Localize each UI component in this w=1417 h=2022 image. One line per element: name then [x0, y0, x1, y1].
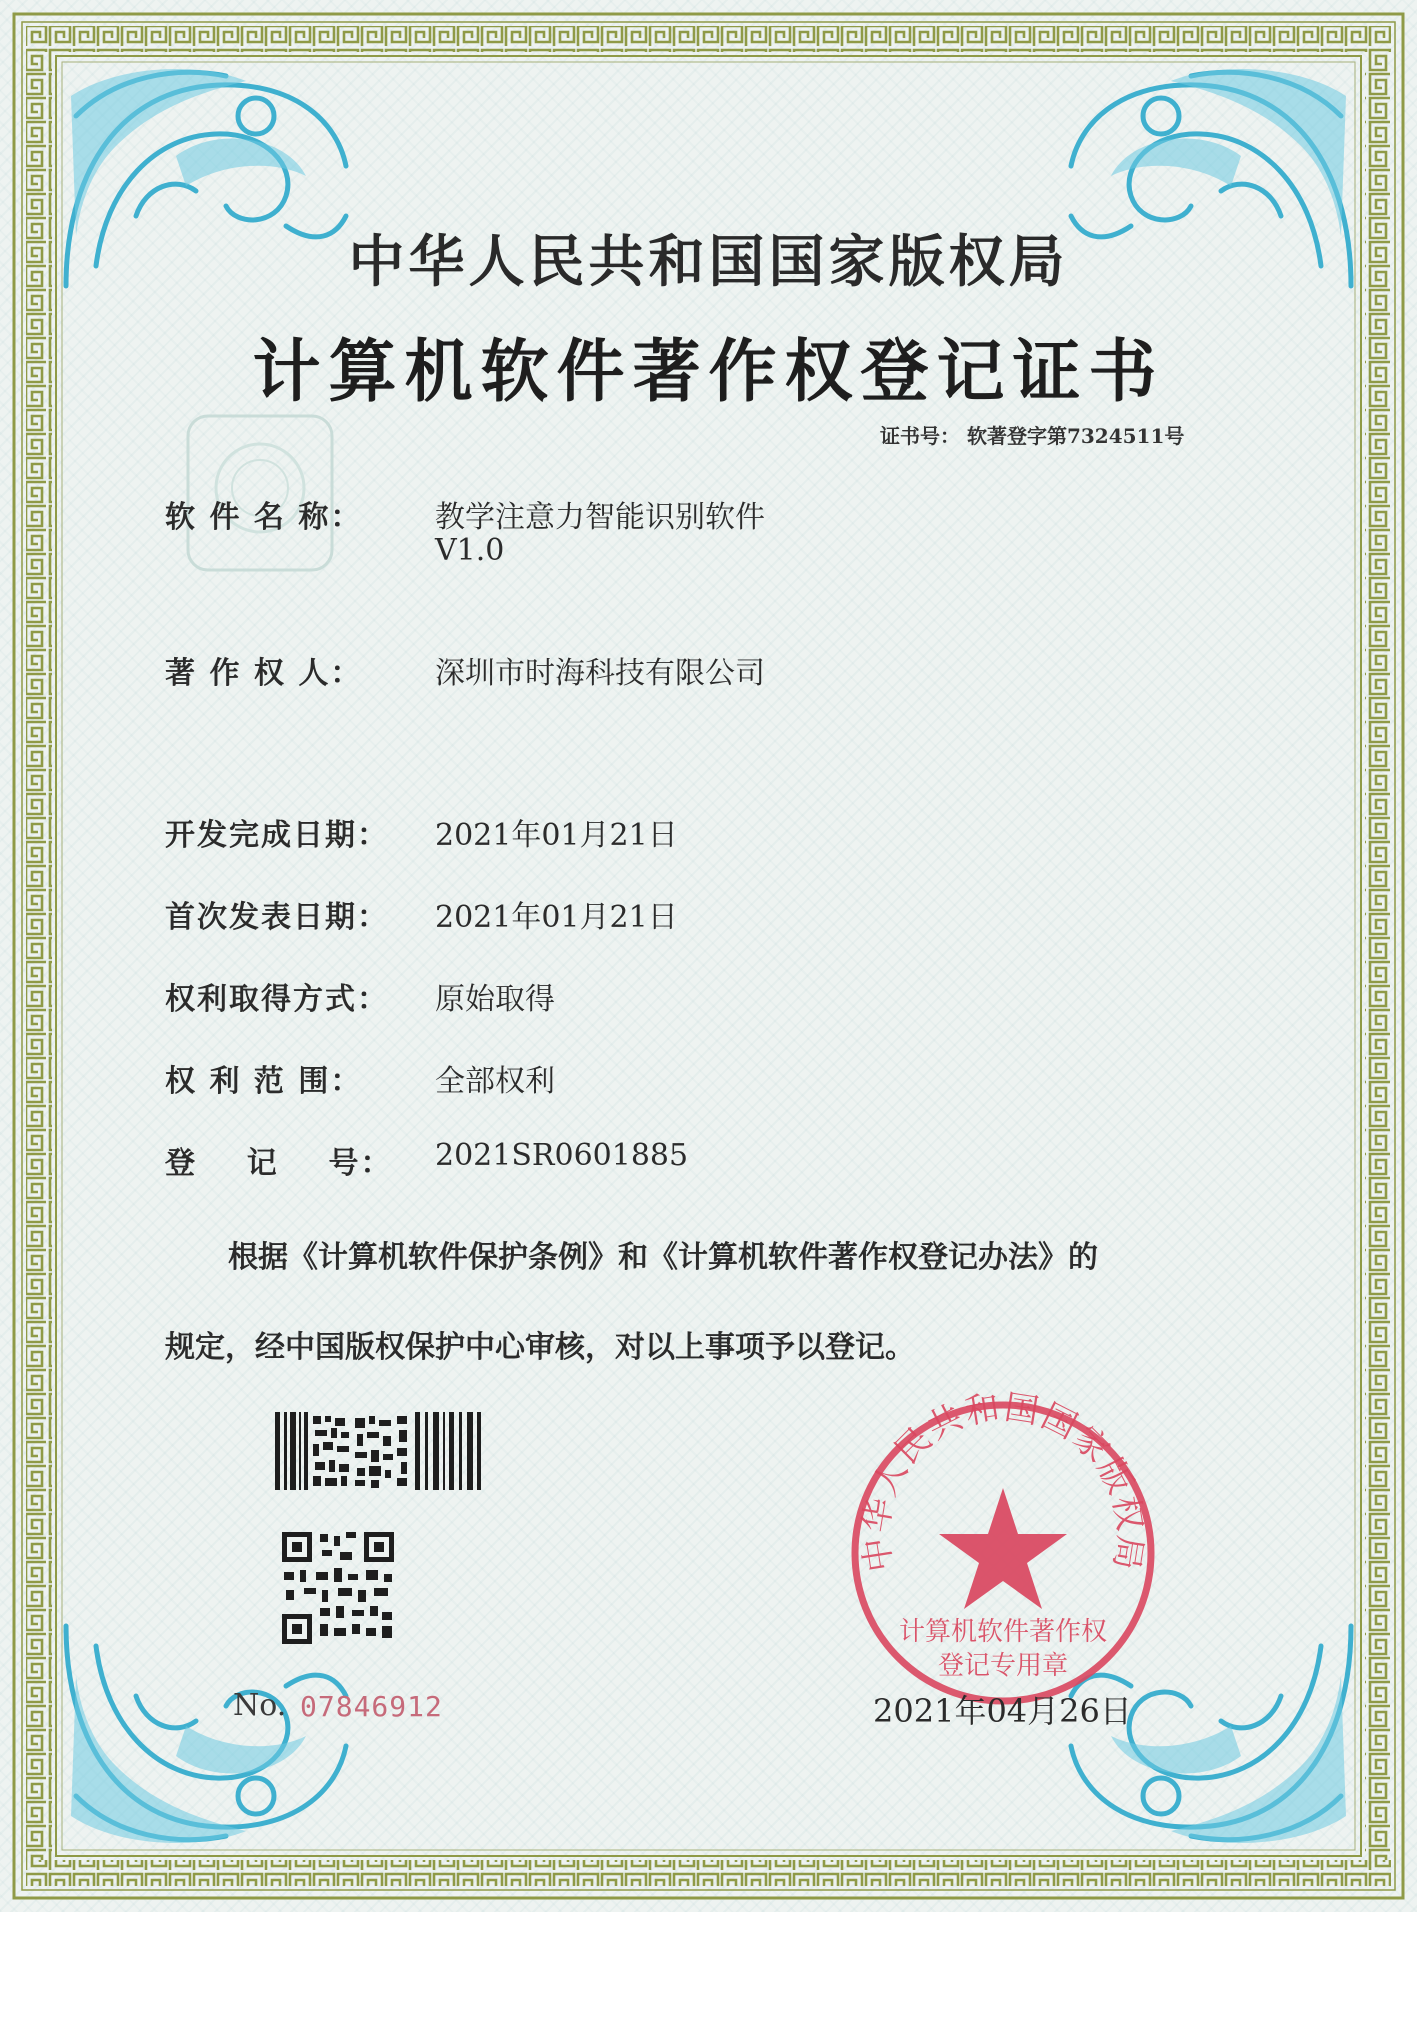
serial-label: No. — [233, 1688, 287, 1723]
field-label-registration-number: 登 记 号： — [165, 1146, 393, 1181]
issuing-authority: 中华人民共和国国家版权局 — [348, 229, 1069, 295]
field-label-acquisition-method: 权利取得方式： — [165, 982, 389, 1017]
corner-ornament-bottom-left — [56, 1616, 356, 1856]
field-label-completion-date: 开发完成日期： — [165, 818, 389, 853]
seal-inner-text-1: 计算机软件著作权 — [898, 1617, 1108, 1647]
issue-date: 2021年04月26日 — [873, 1692, 1132, 1730]
field-value-copyright-owner: 深圳市时海科技有限公司 — [435, 656, 765, 691]
official-seal — [838, 1388, 1168, 1718]
legal-basis-line-1: 根据《计算机软件保护条例》和《计算机软件著作权登记办法》的 — [228, 1240, 1098, 1275]
field-value-rights-scope: 全部权利 — [435, 1064, 555, 1099]
certificate-title: 计算机软件著作权登记证书 — [252, 332, 1165, 412]
field-value-software-version: V1.0 — [435, 533, 505, 568]
field-value-software-name: 教学注意力智能识别软件 — [435, 500, 765, 535]
legal-basis-line-2: 规定，经中国版权保护中心审核，对以上事项予以登记。 — [165, 1330, 915, 1365]
barcode — [275, 1412, 485, 1490]
seal-star-icon — [939, 1488, 1067, 1609]
field-label-publication-date: 首次发表日期： — [165, 900, 389, 935]
field-value-registration-number: 2021SR0601885 — [435, 1138, 689, 1173]
field-label-software-name: 软 件 名 称： — [165, 500, 363, 535]
field-label-rights-scope: 权 利 范 围： — [165, 1064, 363, 1099]
seal-outer-text: 中华人民共和国国家版权局 — [855, 1388, 1151, 1575]
certificate-number: 证书号： 软著登字第7324511号 — [880, 424, 1185, 448]
field-label-copyright-owner: 著 作 权 人： — [165, 656, 363, 691]
field-value-publication-date: 2021年01月21日 — [435, 900, 678, 935]
field-value-completion-date: 2021年01月21日 — [435, 818, 678, 853]
seal-inner-text-2: 登记专用章 — [937, 1651, 1069, 1681]
field-value-acquisition-method: 原始取得 — [435, 982, 555, 1017]
qr-code — [282, 1532, 394, 1644]
serial-number: 07846912 — [300, 1690, 443, 1723]
